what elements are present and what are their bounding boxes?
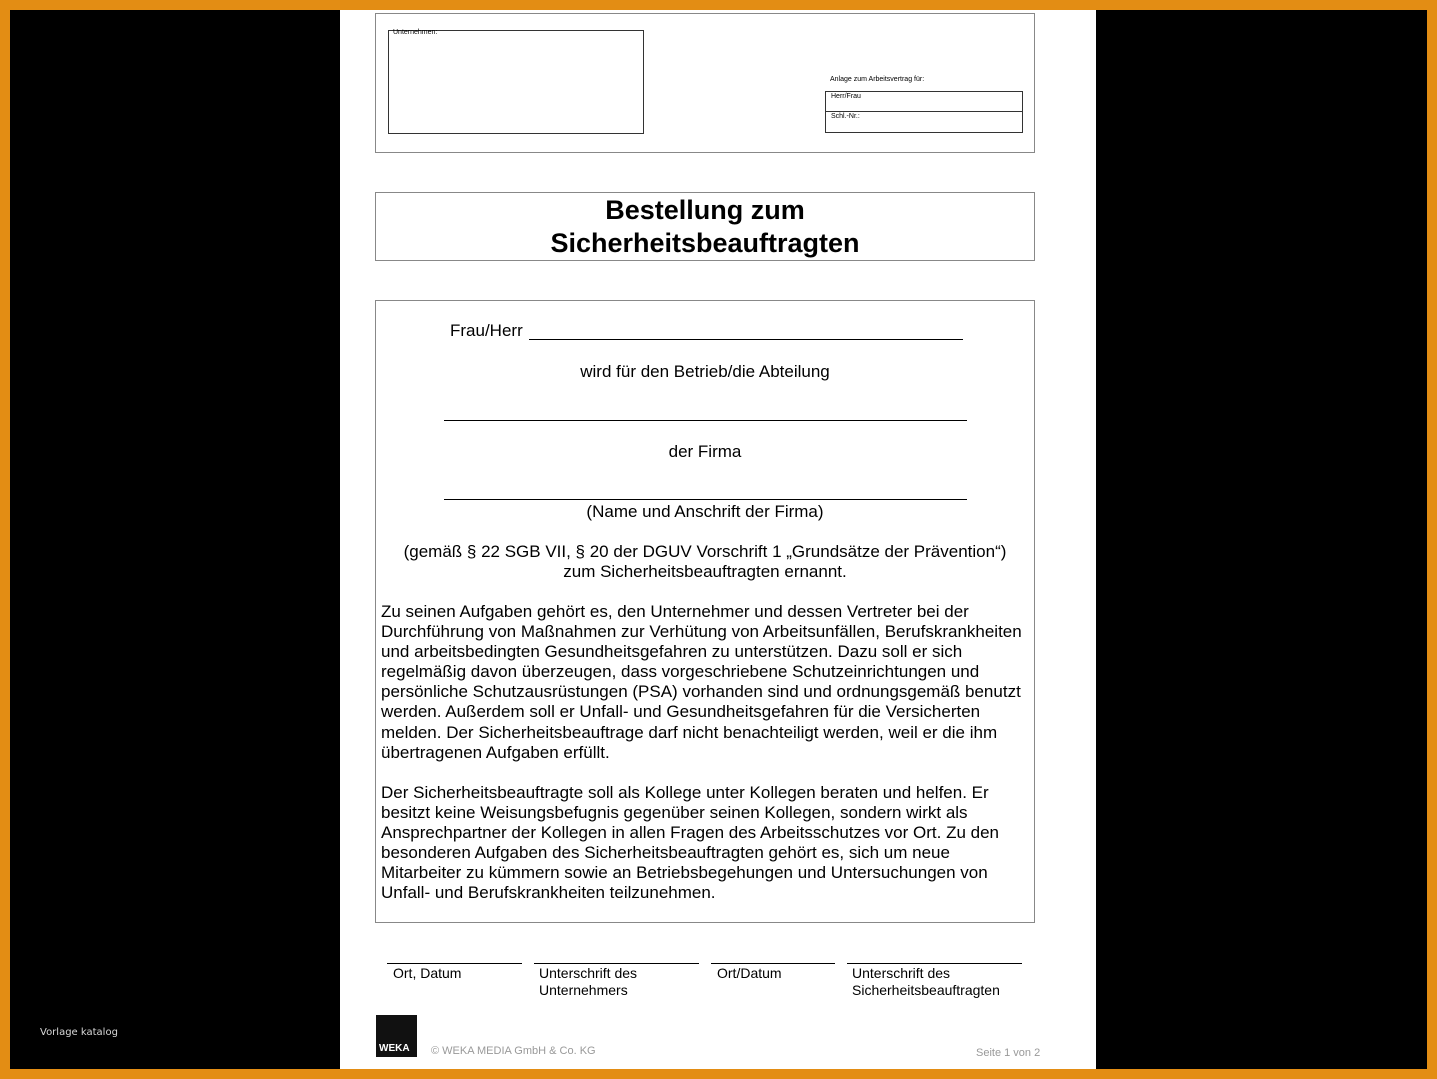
weka-logo <box>376 1015 417 1057</box>
ernannt-text: zum Sicherheitsbeauftragten ernannt. <box>563 562 847 581</box>
unterschrift-sb-line-1: Unterschrift des <box>852 965 951 981</box>
unterschrift-unternehmer-line-1: Unterschrift des <box>539 965 638 981</box>
anlage-label: Anlage zum Arbeitsvertrag für: <box>830 76 925 83</box>
sig-line-ort-datum-1 <box>387 963 522 964</box>
weka-logo-text: WEKA <box>379 1043 410 1054</box>
unterschrift-sb-line-2: Sicherheitsbeauftragten <box>852 982 1000 998</box>
company-label: Unternehmen: <box>393 29 438 36</box>
sig-line-unternehmer <box>534 963 699 964</box>
page-number: Seite 1 von 2 <box>976 1047 1041 1059</box>
paragraph-1: Zu seinen Aufgaben gehört es, den Unternehmer und dessen Vertreter bei der Durchführung von Maßnahmen zur Verhütung von Arbeitsunfällen, Berufskrankheiten und arbeitsbedingten Gesundheitsgefahren zu unterstützen. Dazu soll er sich regelmäßig davon überzeugen, dass vorgeschriebene Schutzeinrichtungen und persönliche Schutzausrüstungen (PSA) vorhanden sind und ordnungsgemäß benutzt werden. Außerdem soll er Unfall- und Gesundheitsgefahren für die Versicherten melden. Der Sicherheitsbeauftrage darf nicht benachteiligt werden, weil er die ihm übertragenen Aufgaben erfüllt. <box>381 602 1022 762</box>
frau-herr-label: Frau/Herr <box>450 321 523 340</box>
ort-datum-label-2: Ort/Datum <box>717 965 782 981</box>
gemaess-text: (gemäß § 22 SGB VII, § 20 der DGUV Vorschrift 1 „Grundsätze der Prävention“) <box>403 542 1007 561</box>
schl-nr-row <box>826 112 1022 132</box>
caption-text: Vorlage katalog <box>40 1027 118 1038</box>
title-line-1: Bestellung zum <box>605 194 805 225</box>
herr-frau-row <box>826 92 1022 112</box>
anlage-table <box>825 91 1023 133</box>
sig-line-sicherheitsbeauftragter <box>847 963 1022 964</box>
der-firma-text: der Firma <box>668 442 742 461</box>
copyright-text: © WEKA MEDIA GmbH & Co. KG <box>431 1045 596 1057</box>
paragraph-2: Der Sicherheitsbeauftragte soll als Kollege unter Kollegen beraten und helfen. Er besitzt keine Weisungsbefugnis gegenüber seinen Kollegen, sondern wirkt als Ansprechpartner der Kollegen in allen Fragen des Arbeitsschutzes vor Ort. Zu den besonderen Aufgaben des Sicherheitsbeauftragten gehört es, sich um neue Mitarbeiter zu kümmern sowie an Betriebsbegehungen und Untersuchungen von Unfall- und Berufskrankheiten teilzunehmen. <box>381 783 1000 903</box>
company-box <box>388 30 644 134</box>
title-box <box>375 192 1035 261</box>
title-line-2: Sicherheitsbeauftragten <box>550 227 860 258</box>
sig-line-ort-datum-2 <box>711 963 835 964</box>
schl-nr-label: Schl.-Nr.: <box>831 113 860 120</box>
abteilung-blank-line <box>444 420 967 421</box>
document-page <box>340 10 1096 1069</box>
firma-blank-line <box>444 499 967 500</box>
unterschrift-sb-label <box>852 965 1000 999</box>
ort-datum-label-1: Ort, Datum <box>393 965 462 981</box>
unterschrift-unternehmer-line-2: Unternehmers <box>539 982 628 998</box>
name-anschrift-text: (Name und Anschrift der Firma) <box>586 502 824 521</box>
header-box <box>375 13 1035 153</box>
wird-fuer-text: wird für den Betrieb/die Abteilung <box>580 362 830 381</box>
body-box <box>375 300 1035 923</box>
herr-frau-label: Herr/Frau <box>831 93 861 100</box>
unterschrift-unternehmer-label <box>539 965 637 999</box>
name-blank-line <box>529 339 963 340</box>
